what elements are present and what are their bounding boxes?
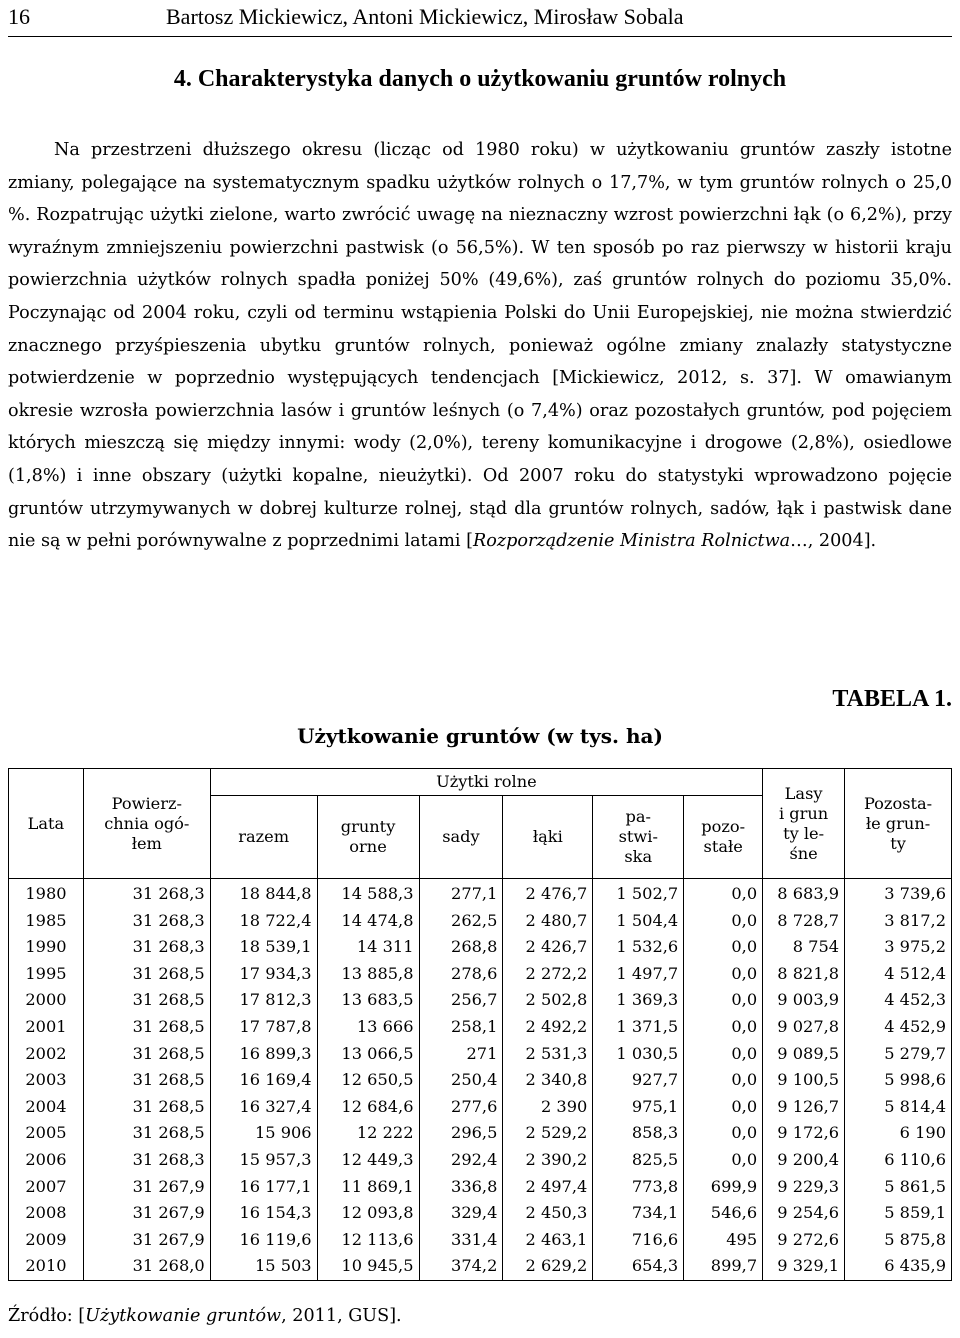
table-cell: 9 329,1	[763, 1253, 845, 1280]
table-cell: 5 279,7	[845, 1041, 952, 1068]
table-cell: 31 268,5	[83, 961, 210, 988]
table-body	[9, 879, 952, 1281]
table-cell: 2 629,2	[503, 1253, 593, 1280]
table-cell: 9 089,5	[763, 1041, 845, 1068]
table-row	[9, 934, 952, 961]
table-cell-year: 2006	[9, 1147, 84, 1174]
table-cell: 277,1	[419, 879, 503, 908]
table-cell: 1 504,4	[593, 908, 684, 935]
table-cell: 16 177,1	[210, 1174, 317, 1201]
table-cell: 296,5	[419, 1120, 503, 1147]
header-pozostale: pozo- stałe	[684, 796, 763, 879]
table-cell: 2 390	[503, 1094, 593, 1121]
table-cell: 256,7	[419, 987, 503, 1014]
table-cell: 0,0	[684, 908, 763, 935]
table-cell: 16 119,6	[210, 1227, 317, 1254]
table-cell: 13 066,5	[317, 1041, 419, 1068]
table-cell: 2 463,1	[503, 1227, 593, 1254]
table-cell: 271	[419, 1041, 503, 1068]
table-cell: 11 869,1	[317, 1174, 419, 1201]
table-cell: 12 222	[317, 1120, 419, 1147]
table-cell: 5 861,5	[845, 1174, 952, 1201]
table-cell-year: 2005	[9, 1120, 84, 1147]
header-grunty-orne: grunty orne	[317, 796, 419, 879]
table-row	[9, 1227, 952, 1254]
paragraph-text-end: …, 2004].	[790, 531, 877, 552]
header-laki: łąki	[503, 796, 593, 879]
table-cell: 9 172,6	[763, 1120, 845, 1147]
table-cell: 9 229,3	[763, 1174, 845, 1201]
table-cell: 4 452,9	[845, 1014, 952, 1041]
table-cell: 8 754	[763, 934, 845, 961]
table-cell: 0,0	[684, 1067, 763, 1094]
table-cell: 12 449,3	[317, 1147, 419, 1174]
table-cell: 31 268,5	[83, 1120, 210, 1147]
table-cell: 1 532,6	[593, 934, 684, 961]
table-cell: 734,1	[593, 1200, 684, 1227]
table-cell: 12 650,5	[317, 1067, 419, 1094]
table-cell-year: 2003	[9, 1067, 84, 1094]
table-cell: 5 998,6	[845, 1067, 952, 1094]
table-cell: 15 503	[210, 1253, 317, 1280]
table-cell: 31 268,3	[83, 908, 210, 935]
source-italic: Użytkowanie gruntów	[85, 1306, 282, 1326]
table-cell: 16 169,4	[210, 1067, 317, 1094]
table-cell: 546,6	[684, 1200, 763, 1227]
table-cell: 899,7	[684, 1253, 763, 1280]
table-cell: 3 739,6	[845, 879, 952, 908]
table-cell: 5 859,1	[845, 1200, 952, 1227]
table-row	[9, 1041, 952, 1068]
table-cell: 14 474,8	[317, 908, 419, 935]
table-cell: 1 369,3	[593, 987, 684, 1014]
table-cell: 31 268,5	[83, 1014, 210, 1041]
table-cell: 9 272,6	[763, 1227, 845, 1254]
table-cell: 0,0	[684, 1014, 763, 1041]
running-header	[8, 0, 952, 37]
table-cell-year: 2002	[9, 1041, 84, 1068]
table-cell: 278,6	[419, 961, 503, 988]
table-cell: 8 728,7	[763, 908, 845, 935]
table-cell: 16 327,4	[210, 1094, 317, 1121]
table-cell: 9 254,6	[763, 1200, 845, 1227]
header-powierzchnia: Powierz- chnia ogó- łem	[83, 769, 210, 879]
table-row	[9, 1120, 952, 1147]
table-cell: 0,0	[684, 1120, 763, 1147]
table-cell: 5 814,4	[845, 1094, 952, 1121]
table-cell: 2 497,4	[503, 1174, 593, 1201]
table-cell: 12 113,6	[317, 1227, 419, 1254]
body-paragraph	[8, 134, 952, 558]
table-cell: 31 268,5	[83, 1067, 210, 1094]
table-cell: 927,7	[593, 1067, 684, 1094]
table-row	[9, 987, 952, 1014]
table-cell: 2 340,8	[503, 1067, 593, 1094]
table-cell: 15 957,3	[210, 1147, 317, 1174]
table-cell-year: 2007	[9, 1174, 84, 1201]
citation-italic: Rozporządzenie Ministra Rolnictwa	[473, 531, 791, 552]
table-cell: 31 268,3	[83, 1147, 210, 1174]
source-prefix: Źródło: [	[8, 1306, 86, 1326]
table-cell: 17 934,3	[210, 961, 317, 988]
table-cell: 31 268,3	[83, 879, 210, 908]
table-cell: 17 812,3	[210, 987, 317, 1014]
table-cell: 3 817,2	[845, 908, 952, 935]
source-suffix: , 2011, GUS].	[281, 1306, 402, 1326]
table-cell: 17 787,8	[210, 1014, 317, 1041]
table-cell: 3 975,2	[845, 934, 952, 961]
table-cell: 9 126,7	[763, 1094, 845, 1121]
table-cell-year: 2010	[9, 1253, 84, 1280]
table-cell: 9 100,5	[763, 1067, 845, 1094]
table-cell: 773,8	[593, 1174, 684, 1201]
table-row	[9, 1094, 952, 1121]
paragraph-text: Na przestrzeni dłuższego okresu (licząc od 1980 roku) w użytkowaniu gruntów zaszły istotne zmiany, polegające na systematycznym spadku użytków rolnych o 17,7%, w tym gruntów rolnych o 25,0 %. Rozpatrując użytki zielone, warto zwrócić uwagę na nieznaczny wzrost powierzchni łąk (o 6,2%), przy wyraźnym zmniejszeniu powierzchni pastwisk (o 56,5%). W ten sposób po raz pierwszy w historii kraju powierzchnia użytków rolnych spadła poniżej 50% (49,6%), zaś gruntów rolnych do poziomu 35,0%. Poczynając od 2004 roku, czyli od terminu wstąpienia Polski do Unii Europejskiej, nie można stwierdzić znacznego przyśpieszenia ubytku gruntów rolnych, ponieważ ogólne zmiany znalazły statystyczne potwierdzenie w poprzednio występujących tendencjach [Mickiewicz, 2012, s. 37]. W omawianym okresie wzrosła powierzchnia lasów i gruntów leśnych (o 7,4%) oraz pozostałych gruntów, pod pojęciem których mieszczą się między innymi: wody (2,0%), tereny komunikacyjne i drogowe (2,8%), osiedlowe (1,8%) i inne obszary (użytki kopalne, nieużytki). Od 2007 roku do statystyki wprowadzono pojęcie gruntów utrzymywanych w dobrej kulturze rolnej, stąd dla gruntów rolnych, sadów, łąk i pastwisk dane nie są w pełni porównywalne z poprzednimi latami [	[8, 140, 952, 552]
table-cell: 31 268,0	[83, 1253, 210, 1280]
table-cell: 858,3	[593, 1120, 684, 1147]
header-uzytki-rolne: Użytki rolne	[210, 769, 762, 796]
header-pozostale-grunty: Pozosta- łe grun- ty	[845, 769, 952, 879]
table-cell: 250,4	[419, 1067, 503, 1094]
table-cell: 0,0	[684, 1094, 763, 1121]
table-cell: 329,4	[419, 1200, 503, 1227]
table-cell: 6 190	[845, 1120, 952, 1147]
section-title: 4. Charakterystyka danych o użytkowaniu gruntów rolnych	[173, 66, 787, 92]
table-cell-year: 2004	[9, 1094, 84, 1121]
table-cell: 14 588,3	[317, 879, 419, 908]
table-cell: 1 371,5	[593, 1014, 684, 1041]
table-cell-year: 1985	[9, 908, 84, 935]
table-cell: 2 476,7	[503, 879, 593, 908]
table-cell: 2 531,3	[503, 1041, 593, 1068]
table-cell-year: 2009	[9, 1227, 84, 1254]
land-use-table	[8, 768, 952, 1281]
table-cell-year: 1980	[9, 879, 84, 908]
header-lata: Lata	[9, 769, 84, 879]
table-cell: 13 683,5	[317, 987, 419, 1014]
table-cell: 292,4	[419, 1147, 503, 1174]
table-row	[9, 879, 952, 908]
table-cell: 0,0	[684, 934, 763, 961]
table-row	[9, 1174, 952, 1201]
table-cell: 336,8	[419, 1174, 503, 1201]
table-cell: 31 268,5	[83, 987, 210, 1014]
table-cell: 0,0	[684, 879, 763, 908]
table-cell-year: 2001	[9, 1014, 84, 1041]
table-cell: 18 722,4	[210, 908, 317, 935]
table-label: TABELA 1.	[832, 686, 952, 712]
table-cell: 31 267,9	[83, 1227, 210, 1254]
header-sady: sady	[419, 796, 503, 879]
table-row	[9, 1147, 952, 1174]
table-header	[9, 769, 952, 879]
table-row	[9, 1014, 952, 1041]
table-cell: 12 684,6	[317, 1094, 419, 1121]
header-razem: razem	[210, 796, 317, 879]
table-cell: 2 529,2	[503, 1120, 593, 1147]
table-cell: 1 497,7	[593, 961, 684, 988]
table-cell: 13 666	[317, 1014, 419, 1041]
table-cell: 0,0	[684, 1147, 763, 1174]
table-cell: 2 272,2	[503, 961, 593, 988]
table-cell: 9 027,8	[763, 1014, 845, 1041]
table-cell: 4 452,3	[845, 987, 952, 1014]
header-pastwiska: pa- stwi- ska	[593, 796, 684, 879]
table-cell: 15 906	[210, 1120, 317, 1147]
table-cell: 2 426,7	[503, 934, 593, 961]
table-row	[9, 1067, 952, 1094]
table-cell: 18 844,8	[210, 879, 317, 908]
table-source	[8, 1306, 402, 1326]
table-cell: 8 683,9	[763, 879, 845, 908]
table-cell: 1 030,5	[593, 1041, 684, 1068]
table-cell: 2 390,2	[503, 1147, 593, 1174]
table-cell: 14 311	[317, 934, 419, 961]
table-cell: 0,0	[684, 987, 763, 1014]
table-cell: 31 267,9	[83, 1200, 210, 1227]
table-cell: 13 885,8	[317, 961, 419, 988]
table-cell: 654,3	[593, 1253, 684, 1280]
table-row	[9, 1253, 952, 1280]
table-cell-year: 1990	[9, 934, 84, 961]
header-authors: Bartosz Mickiewicz, Antoni Mickiewicz, Mirosław Sobala	[166, 4, 684, 29]
table-cell: 0,0	[684, 961, 763, 988]
table-cell: 0,0	[684, 1041, 763, 1068]
page-number: 16	[8, 4, 30, 29]
table-row	[9, 961, 952, 988]
table-cell: 825,5	[593, 1147, 684, 1174]
table-title: Użytkowanie gruntów (w tys. ha)	[297, 724, 663, 748]
body-text	[8, 134, 952, 558]
table-cell: 331,4	[419, 1227, 503, 1254]
table-row	[9, 908, 952, 935]
table-cell: 716,6	[593, 1227, 684, 1254]
table-cell: 277,6	[419, 1094, 503, 1121]
table-cell: 258,1	[419, 1014, 503, 1041]
table-cell: 31 268,3	[83, 934, 210, 961]
table-cell: 16 154,3	[210, 1200, 317, 1227]
table-cell: 975,1	[593, 1094, 684, 1121]
table-cell: 262,5	[419, 908, 503, 935]
table-cell: 5 875,8	[845, 1227, 952, 1254]
table-cell: 16 899,3	[210, 1041, 317, 1068]
table-cell: 2 480,7	[503, 908, 593, 935]
table-cell: 6 110,6	[845, 1147, 952, 1174]
table-cell: 9 200,4	[763, 1147, 845, 1174]
table-cell: 18 539,1	[210, 934, 317, 961]
table-cell: 31 267,9	[83, 1174, 210, 1201]
table-cell-year: 2008	[9, 1200, 84, 1227]
table-cell: 2 450,3	[503, 1200, 593, 1227]
table-cell: 4 512,4	[845, 961, 952, 988]
table-cell-year: 1995	[9, 961, 84, 988]
table-cell: 31 268,5	[83, 1094, 210, 1121]
table-cell: 2 492,2	[503, 1014, 593, 1041]
table-cell-year: 2000	[9, 987, 84, 1014]
table-cell: 268,8	[419, 934, 503, 961]
table-cell: 9 003,9	[763, 987, 845, 1014]
table-cell: 12 093,8	[317, 1200, 419, 1227]
table-cell: 699,9	[684, 1174, 763, 1201]
table-cell: 6 435,9	[845, 1253, 952, 1280]
table-cell: 1 502,7	[593, 879, 684, 908]
table-cell: 2 502,8	[503, 987, 593, 1014]
table-row	[9, 1200, 952, 1227]
table-cell: 31 268,5	[83, 1041, 210, 1068]
table-cell: 8 821,8	[763, 961, 845, 988]
table-cell: 10 945,5	[317, 1253, 419, 1280]
table-cell: 495	[684, 1227, 763, 1254]
table-cell: 374,2	[419, 1253, 503, 1280]
header-lasy: Lasy i grun ty le- śne	[763, 769, 845, 879]
